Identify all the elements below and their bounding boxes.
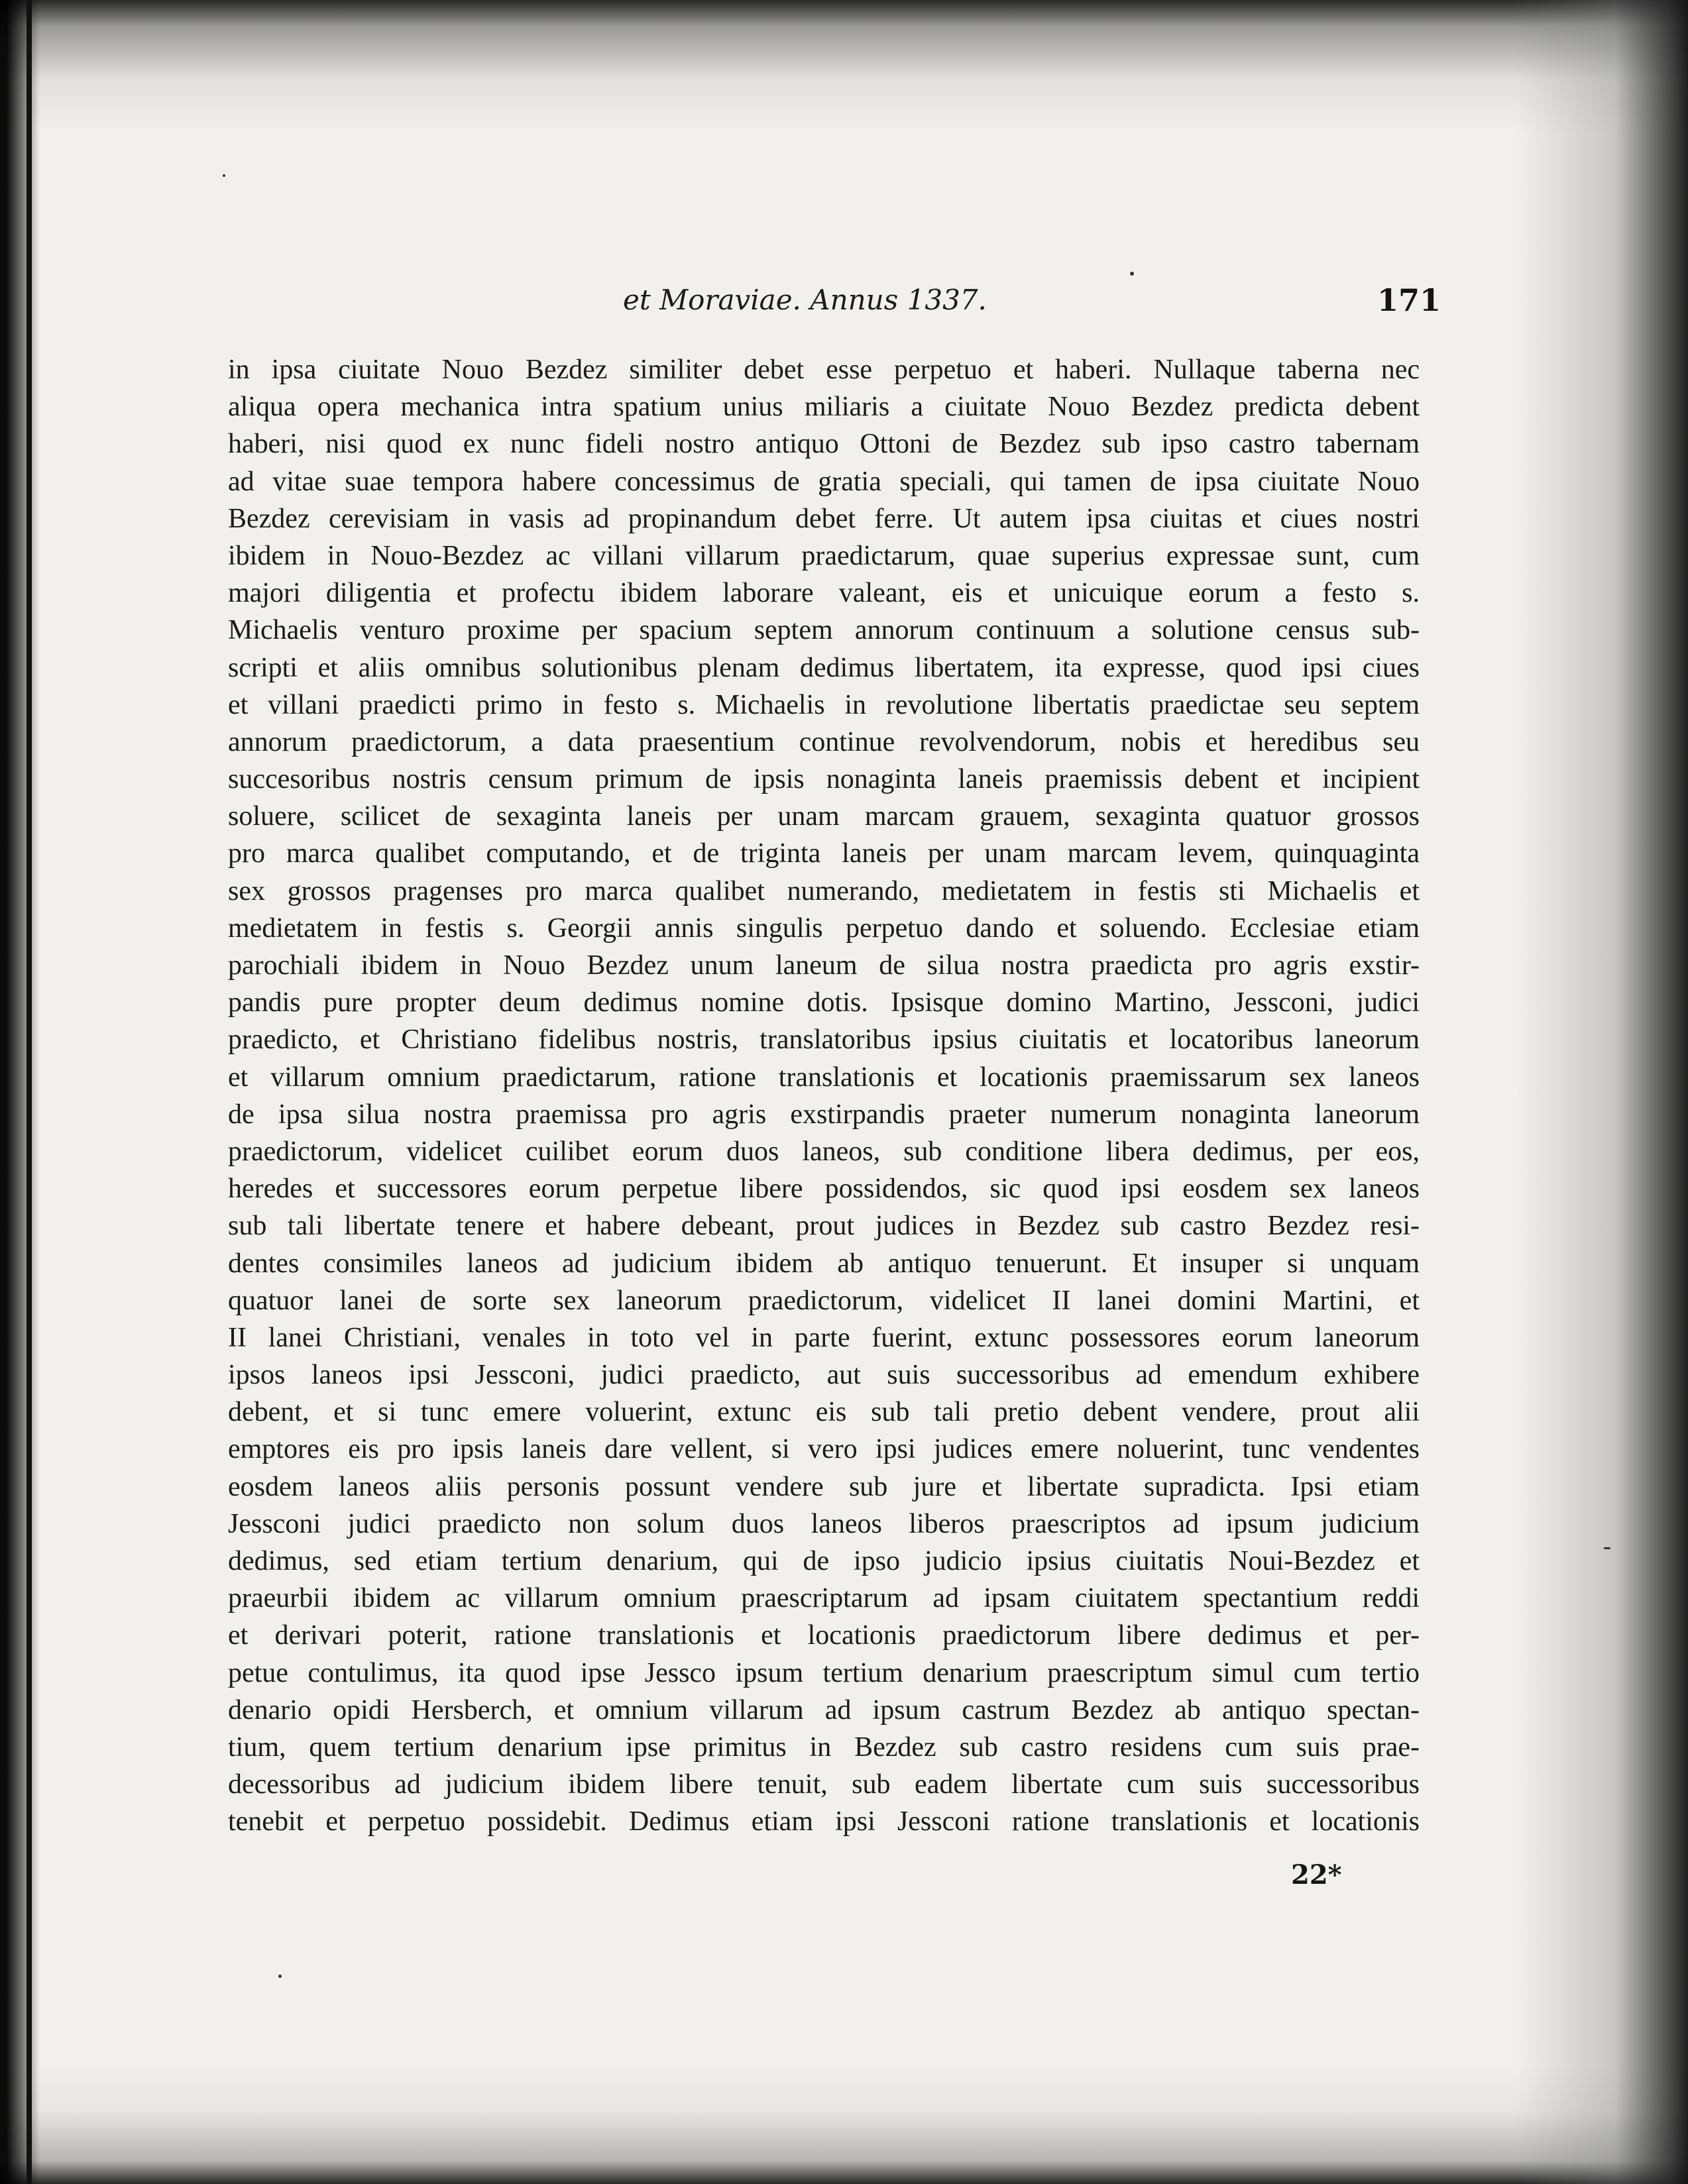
text-line: praedicto, et Christiano fidelibus nostris, translatoribus ipsius ciuitatis et locatoribus laneorum — [228, 1024, 1420, 1056]
text-line: ibidem in Nouo-Bezdez ac villani villarum praedictarum, quae superius expressae sunt, cum — [228, 540, 1420, 571]
text-line: denario opidi Hersberch, et omnium villarum ad ipsum castrum Bezdez ab antiquo spectan- — [228, 1694, 1420, 1725]
dust-speck — [223, 174, 225, 177]
text-line: Michaelis venturo proxime per spacium septem annorum continuum a solutione census sub- — [228, 615, 1420, 646]
text-line: succesoribus nostris censum primum de ipsis nonaginta laneis praemissis debent et incipient — [228, 764, 1420, 795]
text-line: tenebit et perpetuo possidebit. Dedimus etiam ipsi Jessconi ratione translationis et locationis — [228, 1806, 1420, 1837]
text-line: de ipsa silua nostra praemissa pro agris exstirpandis praeter numerum nonaginta laneorum — [228, 1099, 1420, 1130]
text-line: ad vitae suae tempora habere concessimus de gratia speciali, qui tamen de ipsa ciuitate Nouo — [228, 466, 1420, 497]
text-line: Jessconi judici praedicto non solum duos laneos liberos praescriptos ad ipsum judicium — [228, 1508, 1420, 1539]
text-line: quatuor lanei de sorte sex laneorum praedictorum, videlicet II lanei domini Martini, et — [228, 1285, 1420, 1316]
text-line: II lanei Christiani, venales in toto vel in parte fuerint, extunc possessores eorum laneorum — [228, 1322, 1420, 1353]
text-line: annorum praedictorum, a data praesentium continue revolvendorum, nobis et heredibus seu — [228, 726, 1420, 757]
dust-speck — [1604, 1547, 1610, 1549]
text-line: heredes et successores eorum perpetue libere possidendos, sic quod ipsi eosdem sex laneos — [228, 1174, 1420, 1205]
text-line: praeurbii ibidem ac villarum omnium praescriptarum ad ipsam ciuitatem spectantium reddi — [228, 1583, 1420, 1614]
text-line: eosdem laneos aliis personis possunt vendere sub jure et libertate supradicta. Ipsi etiam — [228, 1471, 1420, 1502]
text-line: haberi, nisi quod ex nunc fideli nostro antiquo Ottoni de Bezdez sub ipso castro tabernam — [228, 429, 1420, 460]
page-number: 171 — [1377, 282, 1441, 318]
text-line: dedimus, sed etiam tertium denarium, qui de ipso judicio ipsius ciuitatis Noui-Bezdez et — [228, 1546, 1420, 1576]
text-line: sub tali libertate tenere et habere debeant, prout judices in Bezdez sub castro Bezdez resi- — [228, 1211, 1420, 1242]
dust-speck — [1130, 272, 1134, 276]
text-line: et villarum omnium praedictarum, ratione translationis et locationis praemissarum sex laneos — [228, 1062, 1420, 1093]
text-line: aliqua opera mechanica intra spatium unius miliaris a ciuitate Nouo Bezdez predicta debent — [228, 392, 1420, 423]
running-title: et Moraviae. Annus 1337. — [623, 284, 987, 316]
text-line: sex grossos pragenses pro marca qualibet numerando, medietatem in festis sti Michaelis et — [228, 875, 1420, 906]
signature-mark: 22* — [1291, 1859, 1342, 1890]
text-line: soluere, scilicet de sexaginta laneis per unam marcam grauem, sexaginta quatuor grossos — [228, 801, 1420, 832]
text-line: pandis pure propter deum dedimus nomine dotis. Ipsisque domino Martino, Jessconi, judici — [228, 987, 1420, 1018]
text-line: ipsos laneos ipsi Jessconi, judici praedicto, aut suis successoribus ad emendum exhibere — [228, 1360, 1420, 1391]
text-line: medietatem in festis s. Georgii annis singulis perpetuo dando et soluendo. Ecclesiae etiam — [228, 912, 1420, 944]
text-line: scripti et aliis omnibus solutionibus plenam dedimus libertatem, ita expresse, quod ipsi ciues — [228, 652, 1420, 683]
body-text — [228, 351, 1420, 1841]
text-line: et villani praedicti primo in festo s. Michaelis in revolutione libertatis praedictae seu septem — [228, 689, 1420, 720]
binding-shadow — [27, 0, 32, 2184]
dust-speck — [278, 1975, 282, 1978]
text-line: dentes consimiles laneos ad judicium ibidem ab antiquo tenuerunt. Et insuper si unquam — [228, 1248, 1420, 1279]
text-line: praedictorum, videlicet cuilibet eorum duos laneos, sub conditione libera dedimus, per eos, — [228, 1136, 1420, 1167]
text-line: petue contulimus, ita quod ipse Jessco ipsum tertium denarium praescriptum simul cum tertio — [228, 1657, 1420, 1688]
text-line: decessoribus ad judicium ibidem libere tenuit, sub eadem libertate cum suis successoribus — [228, 1769, 1420, 1800]
text-line: pro marca qualibet computando, et de triginta laneis per unam marcam levem, quinquaginta — [228, 838, 1420, 869]
text-line: tium, quem tertium denarium ipse primitus in Bezdez sub castro residens cum suis prae- — [228, 1731, 1420, 1763]
text-line: in ipsa ciuitate Nouo Bezdez similiter debet esse perpetuo et haberi. Nullaque taberna nec — [228, 355, 1420, 385]
text-line: et derivari poterit, ratione translationis et locationis praedictorum libere dedimus et per- — [228, 1620, 1420, 1651]
text-line: majori diligentia et profectu ibidem laborare valeant, eis et unicuique eorum a festo s. — [228, 578, 1420, 609]
text-line: parochiali ibidem in Nouo Bezdez unum laneum de silua nostra praedicta pro agris exstir- — [228, 950, 1420, 981]
text-line: Bezdez cerevisiam in vasis ad propinandum debet ferre. Ut autem ipsa ciuitas et ciues nostri — [228, 503, 1420, 534]
running-head — [0, 284, 1688, 323]
text-line: emptores eis pro ipsis laneis dare vellent, si vero ipsi judices emere noluerint, tunc vendentes — [228, 1434, 1420, 1465]
text-line: debent, et si tunc emere voluerint, extunc eis sub tali pretio debent vendere, prout alii — [228, 1397, 1420, 1428]
